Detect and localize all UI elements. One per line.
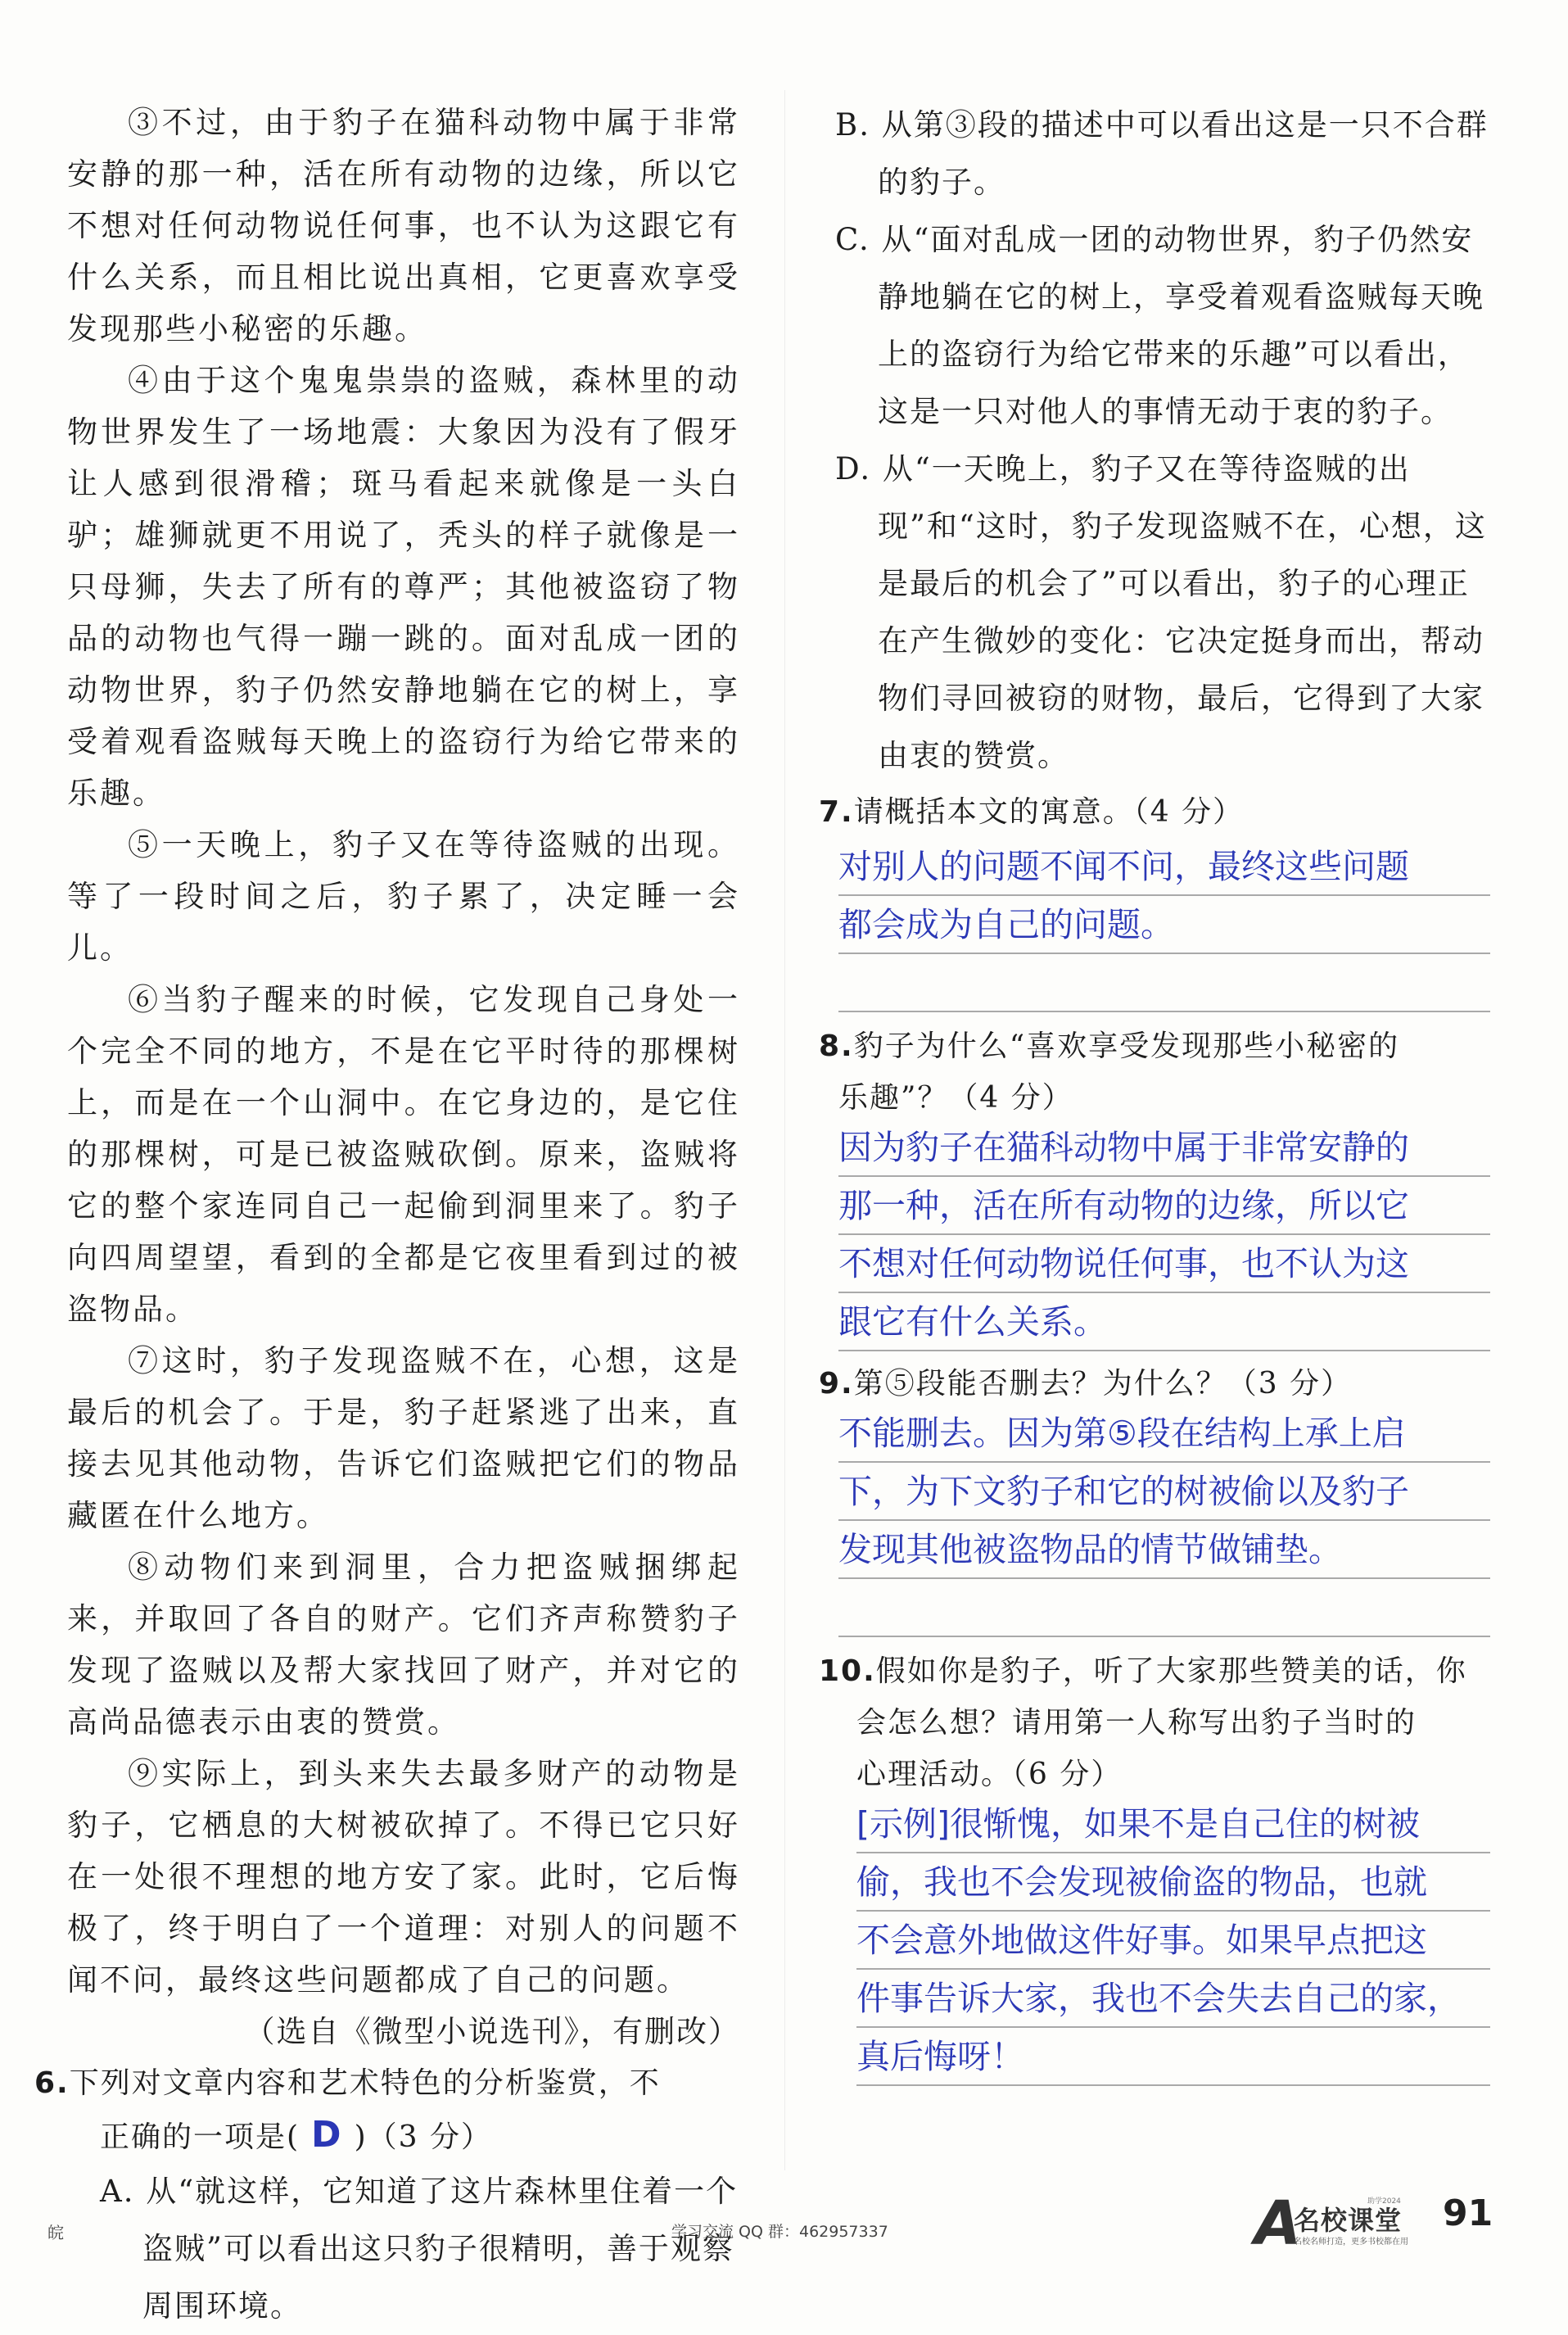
answer-line: 不能删去。因为第⑤段在结构上承上启 xyxy=(838,1405,1490,1463)
question-9 xyxy=(819,1358,1490,1637)
brand-top-text: 助学2024 xyxy=(1367,2197,1401,2206)
answer-line: 件事告诉大家，我也不会失去自己的家， xyxy=(856,1970,1490,2028)
question-number: 9. xyxy=(819,1367,854,1401)
answer-line: 下，为下文豹子和它的树被偷以及豹子 xyxy=(838,1463,1490,1521)
option-d: D. 从“一天晚上，豹子又在等待盗贼的出现”和“这时，豹子发现盗贼不在，心想，这是最后的机会了”可以看出，豹子的心理正在产生微妙的变化：它决定挺身而出，帮动物们寻回被窃的财物，最后，它得到了大家由衷的赞赏。 xyxy=(835,451,1487,773)
answer-line: 对别人的问题不闻不问，最终这些问题 xyxy=(838,838,1490,896)
blank-answer-line xyxy=(838,954,1490,1012)
question-stem: 下列对文章内容和艺术特色的分析鉴赏，不 xyxy=(69,2066,661,2100)
question-6 xyxy=(34,2057,740,2335)
page-number: 91 xyxy=(1443,2192,1493,2234)
column-divider xyxy=(784,90,785,2170)
answer-line: 不想对任何动物说任何事，也不认为这 xyxy=(838,1235,1490,1293)
question-8 xyxy=(819,1020,1490,1351)
answer-area xyxy=(838,838,1490,1012)
question-number: 8. xyxy=(819,1029,854,1063)
answer-line: 因为豹子在猫科动物中属于非常安静的 xyxy=(838,1119,1490,1177)
answer-line: 都会成为自己的问题。 xyxy=(838,896,1490,954)
handwritten-answer: D xyxy=(311,2114,343,2156)
answer-line: 真后悔呀！ xyxy=(856,2028,1490,2086)
question-stem: 心理活动。（6 分） xyxy=(856,1758,1123,1791)
answer-line: 发现其他被盗物品的情节做铺垫。 xyxy=(838,1521,1490,1579)
question-number: 10. xyxy=(819,1654,876,1688)
option-a: A. 从“就这样，它知道了这片森林里住着一个盗贼”可以看出这只豹子很精明，善于观察周围环境。 xyxy=(100,2174,739,2324)
answer-line: 偷，我也不会发现被偷盗的物品，也就 xyxy=(856,1853,1490,1912)
story-paragraph-3: ③不过，由于豹子在猫科动物中属于非常安静的那一种，活在所有动物的边缘，所以它不想对任何动物说任何事，也不认为这跟它有什么关系，而且相比说出真相，它更喜欢享受发现那些小秘密的乐趣。 xyxy=(67,105,740,346)
brand-logo xyxy=(1254,2188,1435,2259)
question-number: 6. xyxy=(34,2066,70,2100)
left-column xyxy=(34,97,740,2335)
answer-line: [示例]很惭愧，如果不是自己住的树被 xyxy=(856,1795,1490,1853)
question-stem: 正确的一项是( xyxy=(100,2120,300,2154)
right-column xyxy=(819,97,1490,2086)
story-paragraph-8: ⑧动物们来到洞里，合力把盗贼捆绑起来，并取回了各自的财产。它们齐声称赞豹子发现了盗贼以及帮大家找回了财产，并对它的高尚品德表示由衷的赞赏。 xyxy=(67,1550,740,1740)
blank-answer-line xyxy=(838,1579,1490,1637)
answer-area xyxy=(838,1405,1490,1637)
answer-area xyxy=(838,1119,1490,1351)
question-stem: 会怎么想？请用第一人称写出豹子当时的 xyxy=(856,1706,1417,1740)
answer-line: 跟它有什么关系。 xyxy=(838,1293,1490,1351)
story-paragraph-9: ⑨实际上，到头来失去最多财产的动物是豹子，它栖息的大树被砍掉了。不得已它只好在一处很不理想的地方安了家。此时，它后悔极了，终于明白了一个道理：对别人的问题不闻不问，最终这些问题都成了自己的问题。 xyxy=(67,1756,740,1998)
story-paragraph-6: ⑥当豹子醒来的时候，它发现自己身处一个完全不同的地方，不是在它平时待的那棵树上，而是在一个山洞中。在它身边的，是它住的那棵树，可是已被盗贼砍倒。原来，盗贼将它的整个家连同自己一起偷到洞里来了。豹子向四周望望，看到的全都是它夜里看到过的被盗物品。 xyxy=(67,982,740,1327)
option-b: B. 从第③段的描述中可以看出这是一只不合群的豹子。 xyxy=(835,107,1489,200)
story-paragraph-5: ⑤一天晚上，豹子又在等待盗贼的出现。等了一段时间之后，豹子累了，决定睡一会儿。 xyxy=(67,827,740,966)
brand-slogan: 名校名师打造，更多书校都在用 xyxy=(1294,2238,1408,2247)
brand-a-icon: A xyxy=(1254,2188,1302,2259)
option-c: C. 从“面对乱成一团的动物世界，豹子仍然安静地躺在它的树上，享受着观看盗贼每天晚上的盗窃行为给它带来的乐趣”可以看出，这是一只对他人的事情无动于衷的豹子。 xyxy=(835,222,1484,429)
question-stem: 请概括本文的寓意。（4 分） xyxy=(853,795,1245,829)
question-stem: 第⑤段能否删去？为什么？（3 分） xyxy=(853,1367,1353,1401)
question-stem: 假如你是豹子，听了大家那些赞美的话，你 xyxy=(875,1654,1467,1688)
story-paragraph-7: ⑦这时，豹子发现盗贼不在，心想，这是最后的机会了。于是，豹子赶紧逃了出来，直接去见其他动物，告诉它们盗贼把它们的物品藏匿在什么地方。 xyxy=(67,1343,740,1533)
province-mark: 皖 xyxy=(47,2223,64,2242)
answer-line: 不会意外地做这件好事。如果早点把这 xyxy=(856,1912,1490,1970)
question-stem: 乐趣”？（4 分） xyxy=(838,1081,1073,1115)
qq-group-text: 学习交流 QQ 群：462957337 xyxy=(671,2223,888,2241)
answer-line: 那一种，活在所有动物的边缘，所以它 xyxy=(838,1177,1490,1235)
story-paragraph-4: ④由于这个鬼鬼祟祟的盗贼，森林里的动物世界发生了一场地震：大象因为没有了假牙让人感到很滑稽；斑马看起来就像是一头白驴；雄狮就更不用说了，秃头的样子就像是一只母狮，失去了所有的尊严；其他被盗窃了物品的动物也气得一蹦一跳的。面对乱成一团的动物世界，豹子仍然安静地躺在它的树上，享受着观看盗贼每天晚上的盗窃行为给它带来的乐趣。 xyxy=(67,363,740,811)
answer-area xyxy=(856,1795,1490,2086)
question-10 xyxy=(819,1645,1490,2086)
brand-name: 名校课堂 xyxy=(1294,2205,1403,2236)
source-citation: （选自《微型小说选刊》，有删改） xyxy=(244,2014,740,2049)
question-stem: )（3 分） xyxy=(354,2120,492,2154)
question-number: 7. xyxy=(819,795,854,829)
question-7 xyxy=(819,786,1490,1012)
question-stem: 豹子为什么“喜欢享受发现那些小秘密的 xyxy=(853,1029,1400,1063)
